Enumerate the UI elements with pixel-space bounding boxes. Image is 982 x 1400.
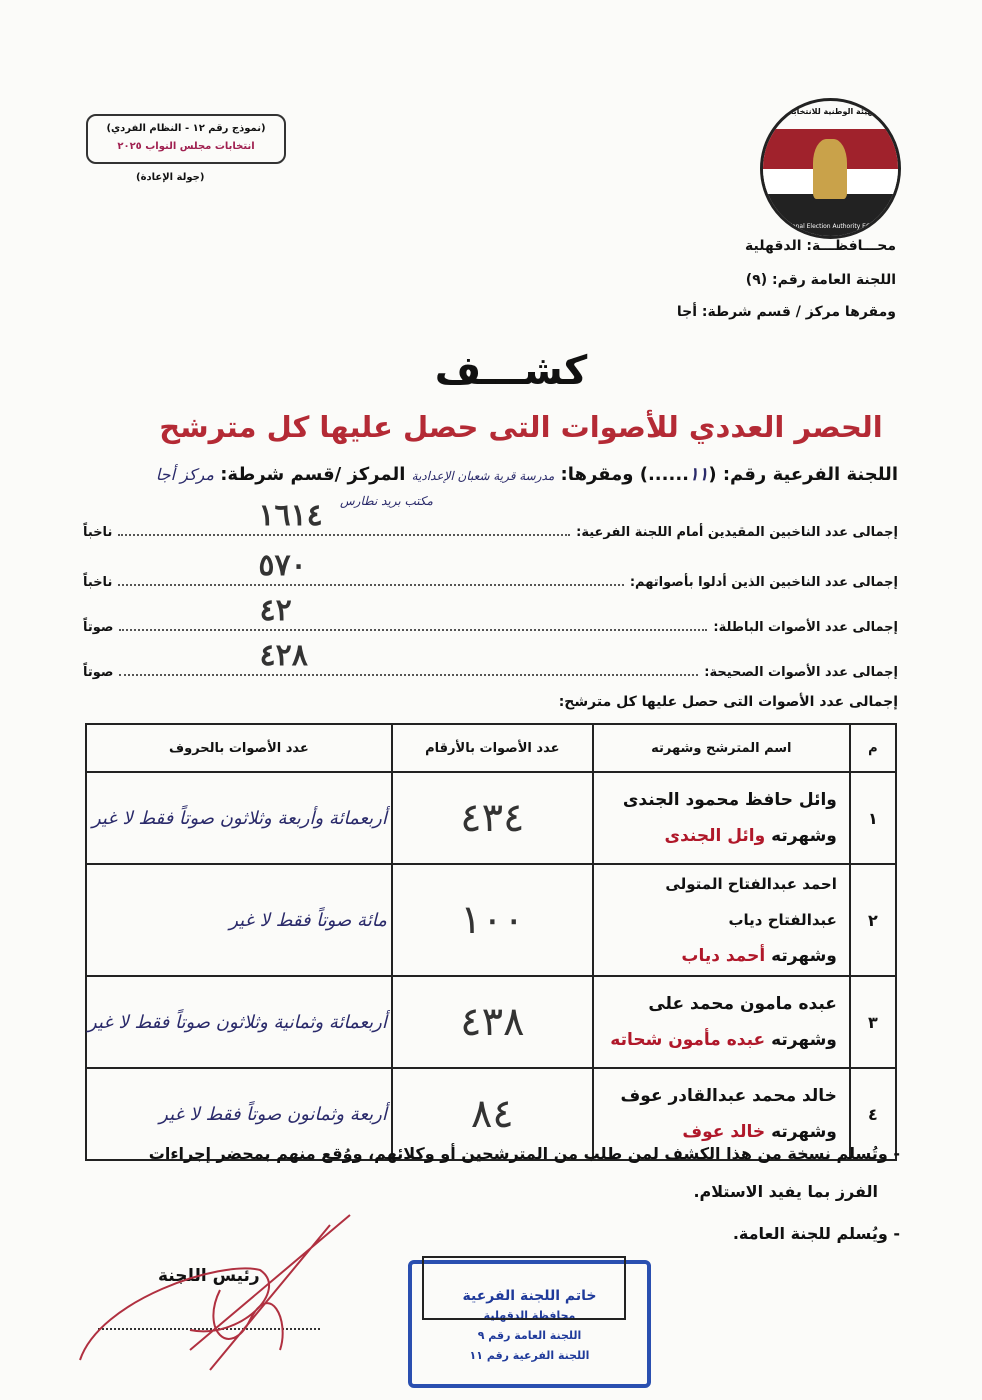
table-row: [86, 772, 896, 864]
candidate-name: احمد عبدالفتاح المتولى عبدالفتاح دياب: [665, 875, 837, 929]
votes-words: أربعمائة وثمانية وثلاثون صوتاً فقط لا غير: [86, 976, 392, 1068]
nea-logo: [760, 98, 901, 239]
eagle-icon: [813, 139, 847, 199]
field-unit: ناخباً: [83, 525, 113, 540]
row-index: ٣: [850, 976, 896, 1068]
committee-seat: ومقرها مركز / قسم شرطة: أجا: [676, 304, 896, 320]
field-unit: صوتاً: [83, 665, 114, 680]
candidates-table: [85, 723, 897, 1161]
logo-text: الهيئة الوطنية للانتخابات: [782, 107, 879, 116]
field-label: إجمالى عدد الناخبين المقيدين أمام اللجنة الفرعية:: [576, 525, 898, 540]
candidate-fame: وائل الجندى: [664, 826, 766, 846]
table-row: [86, 976, 896, 1068]
page-title: كشـــف: [434, 348, 588, 394]
station-value: مركز أجا: [155, 465, 214, 484]
fame-prefix: وشهرته: [771, 1122, 837, 1142]
votes-digits: ٤٣٨: [392, 976, 593, 1068]
note-2: - ويُسلم للجنة العامة.: [732, 1224, 900, 1243]
candidate-name: وائل حافظ محمود الجندى: [622, 790, 837, 810]
seat-label: ) ومقرها:: [560, 464, 648, 485]
station-label: المركز /قسم شرطة:: [220, 464, 406, 485]
general-committee: اللجنة العامة رقم: (٩): [745, 272, 896, 288]
field-value: ٤٢٨: [259, 638, 308, 673]
candidate-fame: أحمد دياب: [681, 946, 766, 966]
row-index: ٤: [850, 1068, 896, 1160]
table-header-row: [86, 724, 896, 772]
candidate-cell: [593, 772, 850, 864]
field-label: إجمالى عدد الناخبين الذين أدلوا بأصواتهم:: [629, 575, 898, 590]
candidate-fame: عبده مأمون شحاته: [610, 1030, 766, 1050]
sub-committee-label: اللجنة الفرعية رقم: (: [708, 464, 898, 485]
seat-location-extra: مكتب بريد نطارس: [340, 494, 433, 508]
valid-votes-field: [83, 638, 898, 680]
table-caption: إجمالى عدد الأصوات التى حصل عليها كل مترشح:: [558, 694, 898, 710]
governorate: محـــافظـــة: الدقهلية: [745, 238, 896, 254]
fame-prefix: وشهرته: [771, 826, 837, 846]
form-number: (نموذج رقم ١٢ - النظام الفردي): [106, 123, 266, 134]
note-1: - وتُسلم نسخة من هذا الكشف لمن طلب من المترشحين أو وكلائهم، ووُقع منهم بمحضر إجراءات: [148, 1144, 900, 1163]
candidate-cell: [593, 864, 850, 976]
fame-prefix: وشهرته: [771, 1030, 837, 1050]
stamp-line: اللجنة العامة رقم ٩: [477, 1329, 582, 1342]
stamp-title: خاتم اللجنة الفرعية: [462, 1288, 597, 1304]
row-index: ١: [850, 772, 896, 864]
logo-text-en: National Election Authority EGYPT: [779, 223, 882, 230]
header-votes-digits: عدد الأصوات بالأرقام: [392, 724, 593, 772]
votes-digits: ١٠٠: [392, 864, 593, 976]
field-value: ٤٢: [259, 593, 292, 628]
signature-label: رئيس اللجنة: [158, 1266, 260, 1286]
form-number-box: [86, 114, 286, 164]
stamp-box: [422, 1256, 626, 1320]
sub-committee-line: اللجنة الفرعية رقم: (١١......) ومقرها: مدرسة قرية شعبان الإعدادية المركز /قسم شرطة: مركز أجا: [155, 464, 898, 485]
note-1-cont: الفرز بما يفيد الاستلام.: [693, 1182, 878, 1201]
field-label: إجمالى عدد الأصوات الصحيحة:: [704, 665, 898, 680]
field-value: ١٦١٤: [258, 498, 323, 533]
voters-cast-field: [83, 548, 898, 590]
candidate-cell: [593, 976, 850, 1068]
field-label: إجمالى عدد الأصوات الباطلة:: [713, 620, 898, 635]
fame-prefix: وشهرته: [771, 946, 837, 966]
field-value: ٥٧٠: [258, 548, 307, 583]
field-unit: صوتاً: [83, 620, 114, 635]
round-label: (جولة الإعادة): [136, 172, 205, 183]
votes-words: أربعة وثمانون صوتاً فقط لا غير: [86, 1068, 392, 1160]
signature-scribble: [40, 1210, 360, 1400]
candidate-name: خالد محمد عبدالقادر عوف: [620, 1086, 837, 1106]
header-name: اسم المترشح وشهرته: [593, 724, 850, 772]
header-index: م: [850, 724, 896, 772]
candidate-fame: خالد عوف: [682, 1122, 766, 1142]
stamp-line: محافظة الدقهلية: [483, 1309, 576, 1322]
votes-digits: ٨٤: [392, 1068, 593, 1160]
seat-location: مدرسة قرية شعبان الإعدادية: [411, 469, 555, 483]
stamp-line: اللجنة الفرعية رقم ١١: [469, 1349, 590, 1362]
page-subtitle: الحصر العددي للأصوات التى حصل عليها كل مترشح: [159, 410, 883, 444]
candidate-name: عبده مامون محمد على: [648, 994, 837, 1014]
votes-words: أربعمائة وأربعة وثلاثون صوتاً فقط لا غير: [86, 772, 392, 864]
election-name: انتخابات مجلس النواب ٢٠٢٥: [117, 141, 255, 152]
field-unit: ناخباً: [83, 575, 113, 590]
table-row: [86, 864, 896, 976]
sub-committee-number: ١١: [689, 464, 709, 485]
invalid-votes-field: [83, 593, 898, 635]
header-votes-words: عدد الأصوات بالحروف: [86, 724, 392, 772]
votes-words: مائة صوتاً فقط لا غير: [86, 864, 392, 976]
votes-digits: ٤٣٤: [392, 772, 593, 864]
row-index: ٢: [850, 864, 896, 976]
